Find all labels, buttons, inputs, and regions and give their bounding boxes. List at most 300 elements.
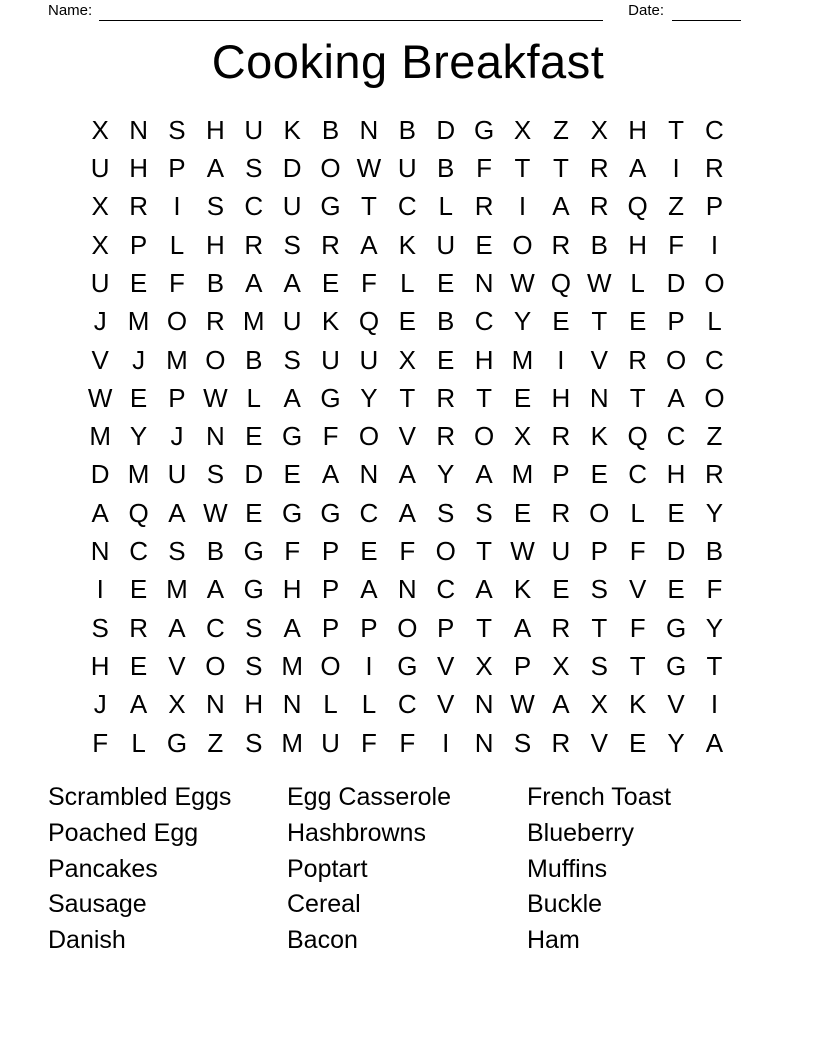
grid-letter: W xyxy=(203,497,228,528)
grid-letter: C xyxy=(666,421,686,452)
grid-letter: F xyxy=(169,267,185,298)
grid-letter: B xyxy=(321,114,340,145)
grid-letter: S xyxy=(168,114,186,145)
grid-letter: W xyxy=(87,382,113,413)
grid-letter: E xyxy=(129,651,148,682)
grid-letter: E xyxy=(129,574,148,605)
grid-letter: I xyxy=(96,574,104,605)
grid-letter: X xyxy=(168,689,186,720)
grid-letter: N xyxy=(205,421,225,452)
grid-letter: Z xyxy=(668,191,684,222)
grid-letter: O xyxy=(205,344,226,375)
grid-letter: L xyxy=(630,497,645,528)
grid-letter: Y xyxy=(129,421,148,452)
grid-letter: E xyxy=(513,382,532,413)
grid-letter: V xyxy=(437,689,455,720)
grid-letter: A xyxy=(398,497,416,528)
grid-letter: N xyxy=(474,689,494,720)
grid-letter: T xyxy=(476,536,493,567)
grid-letter: E xyxy=(321,267,340,298)
word-list-item: Poptart xyxy=(287,854,368,883)
word-list xyxy=(48,780,767,959)
grid-letter: F xyxy=(360,727,377,758)
grid-letter: T xyxy=(476,382,493,413)
grid-letter: K xyxy=(590,421,608,452)
word-list-item: Cereal xyxy=(287,890,361,919)
grid-letter: F xyxy=(668,229,684,260)
grid-letter: K xyxy=(321,306,340,337)
grid-letter: M xyxy=(166,344,188,375)
grid-letter: G xyxy=(243,574,264,605)
grid-letter: V xyxy=(437,651,455,682)
word-list-item: Scrambled Eggs xyxy=(48,783,232,811)
grid-letter: O xyxy=(473,421,495,452)
grid-letter: O xyxy=(665,344,687,375)
grid-letter: N xyxy=(474,267,494,298)
grid-letter: B xyxy=(437,152,455,183)
grid-letter: A xyxy=(168,612,186,643)
grid-letter: U xyxy=(397,152,417,183)
grid-letter: H xyxy=(666,459,686,490)
grid-letter: P xyxy=(437,612,455,643)
grid-letter: Y xyxy=(705,497,724,528)
grid-letter: S xyxy=(245,727,263,758)
word-list-item: Pancakes xyxy=(48,854,158,883)
grid-letter: G xyxy=(473,114,495,145)
grid-letter: P xyxy=(321,536,340,567)
grid-letter: A xyxy=(513,612,532,643)
grid-letter: D xyxy=(666,267,686,298)
grid-letter: P xyxy=(129,229,148,260)
grid-letter: H xyxy=(205,229,225,260)
grid-letter: I xyxy=(557,344,565,375)
grid-letter: H xyxy=(628,229,648,260)
grid-letter: O xyxy=(397,612,418,643)
grid-letter: J xyxy=(93,689,107,720)
grid-letter: D xyxy=(666,536,686,567)
grid-letter: I xyxy=(710,689,719,720)
grid-letter: O xyxy=(704,382,725,413)
grid-letter: J xyxy=(132,344,146,375)
grid-letter: T xyxy=(706,651,723,682)
grid-letter: F xyxy=(706,574,723,605)
grid-letter: V xyxy=(590,344,608,375)
grid-letter: S xyxy=(168,536,186,567)
grid-letter: O xyxy=(205,651,226,682)
grid-letter: X xyxy=(590,114,608,145)
grid-letter: P xyxy=(705,191,724,222)
grid-letter: L xyxy=(246,382,261,413)
grid-letter: S xyxy=(245,651,263,682)
grid-letter: X xyxy=(475,651,493,682)
grid-letter: S xyxy=(283,344,301,375)
grid-letter: A xyxy=(321,459,340,490)
grid-letter: H xyxy=(628,114,648,145)
grid-letter: E xyxy=(360,536,378,567)
grid-letter: R xyxy=(589,191,609,222)
grid-letter: D xyxy=(90,459,110,490)
grid-letter: K xyxy=(283,114,301,145)
grid-letter: A xyxy=(283,612,301,643)
grid-letter: U xyxy=(90,267,110,298)
grid-letter: U xyxy=(244,114,264,145)
grid-letter: W xyxy=(587,267,612,298)
grid-letter: A xyxy=(360,574,378,605)
grid-letter: K xyxy=(398,229,416,260)
grid-letter: E xyxy=(437,267,455,298)
grid-letter: E xyxy=(475,229,493,260)
grid-letter: Q xyxy=(627,421,648,452)
grid-letter: X xyxy=(590,689,608,720)
grid-letter: T xyxy=(514,152,531,183)
word-list-item: Ham xyxy=(527,926,580,955)
grid-letter: C xyxy=(129,536,148,567)
grid-letter: M xyxy=(127,306,150,337)
grid-letter: U xyxy=(551,536,571,567)
grid-letter: L xyxy=(630,267,645,298)
grid-letter: R xyxy=(551,229,571,260)
grid-letter: A xyxy=(552,689,570,720)
name-fill-line xyxy=(99,3,603,21)
grid-letter: B xyxy=(398,114,416,145)
grid-letter: M xyxy=(281,727,303,758)
grid-letter: E xyxy=(590,459,608,490)
grid-letter: R xyxy=(705,459,724,490)
grid-letter: B xyxy=(206,267,225,298)
grid-letter: F xyxy=(399,536,416,567)
grid-letter: S xyxy=(91,612,109,643)
grid-letter: L xyxy=(169,229,185,260)
grid-letter: X xyxy=(91,191,109,222)
grid-letter: E xyxy=(129,267,148,298)
grid-letter: H xyxy=(205,114,225,145)
grid-letter: E xyxy=(628,306,647,337)
grid-letter: N xyxy=(90,536,110,567)
grid-letter: M xyxy=(127,459,150,490)
grid-letter: G xyxy=(665,612,687,643)
grid-letter: I xyxy=(442,727,450,758)
grid-letter: N xyxy=(359,459,379,490)
word-list-item: Sausage xyxy=(48,890,147,919)
word-list-item: Buckle xyxy=(527,890,603,919)
grid-letter: C xyxy=(705,114,724,145)
grid-letter: X xyxy=(91,229,109,260)
word-list-item: Hashbrowns xyxy=(287,818,426,847)
grid-letter: R xyxy=(551,612,571,643)
grid-letter: S xyxy=(245,152,263,183)
grid-letter: U xyxy=(359,344,379,375)
grid-letter: A xyxy=(206,574,225,605)
grid-letter: D xyxy=(282,152,302,183)
grid-letter: S xyxy=(513,727,532,758)
grid-letter: K xyxy=(628,689,647,720)
grid-letter: E xyxy=(552,306,570,337)
grid-letter: E xyxy=(667,497,685,528)
grid-letter: X xyxy=(552,651,570,682)
grid-letter: L xyxy=(131,727,146,758)
grid-letter: I xyxy=(518,191,527,222)
grid-letter: O xyxy=(320,651,341,682)
grid-letter: R xyxy=(551,421,571,452)
grid-letter: A xyxy=(667,382,685,413)
grid-letter: F xyxy=(629,612,646,643)
grid-letter: R xyxy=(628,344,648,375)
grid-letter: Y xyxy=(360,382,378,413)
grid-letter: R xyxy=(321,229,340,260)
grid-letter: B xyxy=(437,306,455,337)
grid-letter: P xyxy=(513,651,532,682)
grid-letter: V xyxy=(168,651,186,682)
grid-letter: T xyxy=(668,114,684,145)
grid-letter: A xyxy=(283,267,301,298)
worksheet-header xyxy=(48,1,741,21)
grid-letter: R xyxy=(551,727,571,758)
grid-letter: P xyxy=(667,306,685,337)
grid-letter: P xyxy=(552,459,570,490)
date-fill-line xyxy=(672,3,741,21)
word-list-item: Egg Casserole xyxy=(287,783,451,811)
grid-letter: U xyxy=(436,229,456,260)
grid-letter: R xyxy=(205,306,225,337)
grid-letter: P xyxy=(321,612,340,643)
grid-letter: W xyxy=(356,152,382,183)
grid-letter: I xyxy=(672,152,680,183)
grid-letter: W xyxy=(510,267,535,298)
grid-letter: B xyxy=(705,536,724,567)
word-list-item: Blueberry xyxy=(527,818,634,847)
grid-letter: E xyxy=(513,497,532,528)
grid-letter: S xyxy=(590,574,608,605)
name-label: Name: xyxy=(48,2,93,19)
date-label: Date: xyxy=(628,2,664,19)
grid-letter: E xyxy=(667,574,685,605)
grid-letter: T xyxy=(476,612,493,643)
grid-letter: M xyxy=(242,306,265,337)
word-search-grid xyxy=(81,111,734,762)
grid-letter: E xyxy=(245,497,263,528)
grid-letter: F xyxy=(360,267,377,298)
grid-letter: R xyxy=(129,612,148,643)
grid-letter: X xyxy=(513,114,532,145)
grid-letter: H xyxy=(282,574,302,605)
grid-letter: A xyxy=(283,382,301,413)
grid-letter: F xyxy=(92,727,109,758)
grid-letter: T xyxy=(399,382,416,413)
grid-letter: E xyxy=(552,574,570,605)
grid-letter: E xyxy=(129,382,148,413)
grid-letter: P xyxy=(590,536,608,567)
grid-letter: D xyxy=(436,114,456,145)
grid-letter: V xyxy=(398,421,416,452)
grid-letter: R xyxy=(244,229,264,260)
grid-letter: O xyxy=(589,497,610,528)
grid-letter: L xyxy=(361,689,377,720)
grid-letter: G xyxy=(320,497,341,528)
grid-letter: B xyxy=(590,229,608,260)
grid-letter: V xyxy=(628,574,647,605)
word-list-item: French Toast xyxy=(527,783,672,811)
grid-letter: W xyxy=(510,689,535,720)
grid-letter: R xyxy=(436,421,456,452)
grid-letter: G xyxy=(320,191,341,222)
grid-letter: T xyxy=(360,191,377,222)
grid-letter: P xyxy=(321,574,340,605)
grid-letter: S xyxy=(590,651,608,682)
grid-letter: R xyxy=(551,497,571,528)
grid-letter: C xyxy=(705,344,724,375)
word-list-item: Bacon xyxy=(287,926,358,955)
grid-letter: N xyxy=(589,382,609,413)
grid-letter: S xyxy=(475,497,493,528)
grid-letter: Q xyxy=(128,497,149,528)
grid-letter: N xyxy=(129,114,148,145)
grid-letter: K xyxy=(513,574,532,605)
word-list-item: Danish xyxy=(48,926,126,955)
grid-letter: M xyxy=(281,651,303,682)
grid-letter: Y xyxy=(667,727,685,758)
grid-letter: M xyxy=(511,344,534,375)
word-list-column xyxy=(48,780,287,959)
grid-letter: W xyxy=(510,536,535,567)
grid-letter: J xyxy=(170,421,184,452)
grid-letter: F xyxy=(322,421,339,452)
grid-letter: E xyxy=(245,421,263,452)
grid-letter: S xyxy=(437,497,455,528)
grid-letter: C xyxy=(359,497,379,528)
grid-letter: I xyxy=(173,191,181,222)
grid-letter: U xyxy=(90,152,110,183)
grid-letter: T xyxy=(629,382,646,413)
grid-letter: O xyxy=(166,306,188,337)
grid-letter: M xyxy=(511,459,534,490)
grid-letter: N xyxy=(282,689,302,720)
grid-letter: A xyxy=(475,574,493,605)
grid-letter: A xyxy=(245,267,263,298)
grid-letter: P xyxy=(168,382,186,413)
grid-letter: E xyxy=(437,344,455,375)
grid-letter: N xyxy=(205,689,225,720)
grid-letter: Z xyxy=(706,421,723,452)
grid-letter: G xyxy=(243,536,264,567)
grid-letter: C xyxy=(205,612,225,643)
grid-letter: H xyxy=(244,689,264,720)
grid-letter: S xyxy=(206,459,225,490)
grid-letter: U xyxy=(167,459,187,490)
grid-letter: C xyxy=(397,689,417,720)
grid-letter: H xyxy=(129,152,148,183)
grid-letter: P xyxy=(168,152,186,183)
grid-letter: V xyxy=(91,344,109,375)
grid-letter: X xyxy=(91,114,109,145)
grid-letter: A xyxy=(168,497,186,528)
grid-letter: A xyxy=(475,459,493,490)
grid-letter: H xyxy=(551,382,571,413)
grid-letter: Y xyxy=(705,612,724,643)
grid-letter: A xyxy=(129,689,148,720)
grid-letter: G xyxy=(397,651,418,682)
grid-letter: C xyxy=(474,306,494,337)
grid-letter: O xyxy=(512,229,533,260)
grid-letter: U xyxy=(282,306,302,337)
grid-letter: L xyxy=(707,306,722,337)
grid-letter: S xyxy=(245,612,263,643)
grid-letter: Q xyxy=(627,191,648,222)
grid-letter: P xyxy=(360,612,378,643)
grid-letter: N xyxy=(397,574,417,605)
grid-letter: Z xyxy=(207,727,224,758)
grid-letter: A xyxy=(398,459,416,490)
grid-letter: V xyxy=(590,727,608,758)
grid-letter: S xyxy=(283,229,301,260)
grid-letter: M xyxy=(166,574,188,605)
grid-letter: G xyxy=(166,727,188,758)
grid-letter: F xyxy=(476,152,493,183)
grid-letter: L xyxy=(323,689,338,720)
word-list-column xyxy=(287,780,527,959)
grid-letter: C xyxy=(397,191,417,222)
grid-letter: A xyxy=(91,497,109,528)
grid-letter: A xyxy=(206,152,225,183)
grid-letter: M xyxy=(89,421,112,452)
grid-letter: S xyxy=(206,191,225,222)
grid-letter: G xyxy=(282,421,303,452)
grid-letter: Q xyxy=(550,267,571,298)
grid-letter: H xyxy=(474,344,494,375)
word-list-item: Poached Egg xyxy=(48,818,199,847)
grid-letter: Q xyxy=(358,306,380,337)
grid-letter: R xyxy=(436,382,456,413)
grid-letter: A xyxy=(552,191,570,222)
grid-letter: Y xyxy=(513,306,532,337)
grid-letter: X xyxy=(398,344,416,375)
grid-letter: T xyxy=(591,612,608,643)
grid-letter: A xyxy=(705,727,724,758)
grid-letter: D xyxy=(244,459,264,490)
grid-letter: T xyxy=(552,152,569,183)
grid-letter: O xyxy=(358,421,380,452)
grid-letter: Y xyxy=(437,459,455,490)
grid-letter: C xyxy=(244,191,264,222)
word-list-item: Muffins xyxy=(527,854,608,883)
grid-letter: L xyxy=(438,191,453,222)
grid-letter: G xyxy=(665,651,687,682)
grid-letter: E xyxy=(398,306,416,337)
grid-letter: W xyxy=(203,382,228,413)
grid-letter: F xyxy=(629,536,646,567)
grid-letter: B xyxy=(245,344,263,375)
grid-letter: I xyxy=(710,229,719,260)
grid-letter: J xyxy=(93,306,107,337)
grid-letter: O xyxy=(435,536,456,567)
grid-letter: O xyxy=(704,267,725,298)
grid-letter: B xyxy=(206,536,225,567)
grid-letter: F xyxy=(399,727,416,758)
grid-letter: H xyxy=(90,651,110,682)
grid-letter: G xyxy=(320,382,341,413)
grid-letter: R xyxy=(589,152,609,183)
grid-letter: A xyxy=(360,229,378,260)
grid-letter: U xyxy=(321,344,340,375)
grid-letter: X xyxy=(513,421,532,452)
grid-letter: V xyxy=(667,689,685,720)
grid-letter: R xyxy=(474,191,494,222)
grid-letter: L xyxy=(400,267,415,298)
grid-letter: I xyxy=(365,651,373,682)
grid-letter: U xyxy=(321,727,340,758)
grid-letter: G xyxy=(282,497,303,528)
grid-letter: T xyxy=(591,306,608,337)
grid-letter: R xyxy=(705,152,724,183)
